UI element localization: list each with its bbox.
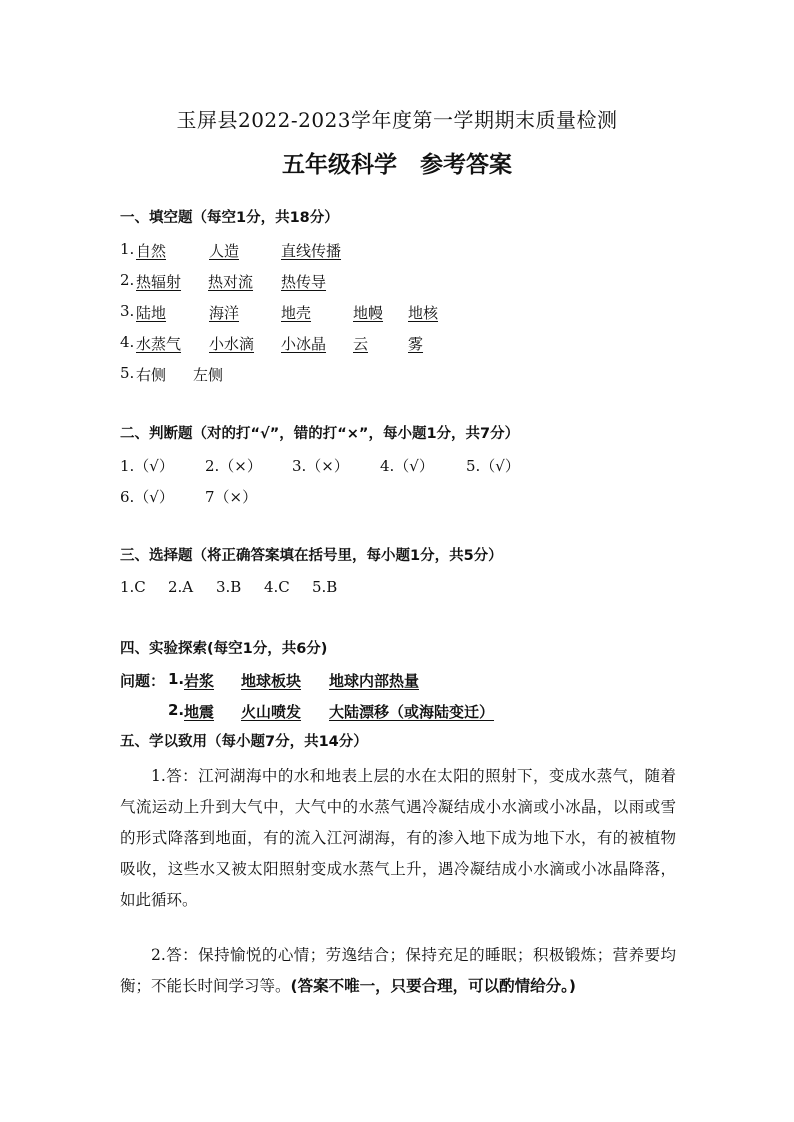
answer-blank: 大陆漂移（或海陆变迁） bbox=[329, 703, 495, 721]
answer-blank: 火山喷发 bbox=[241, 703, 302, 721]
question-number: 4. bbox=[120, 333, 135, 351]
application-answer-1: 1.答：江河湖海中的水和地表上层的水在太阳的照射下，变成水蒸气，随着气流运动上升到大气中，大气中的水蒸气遇冷凝结成小水滴或小冰晶，以雨或雪的形式降落到地面，有的流入江河湖海，有的渗入地下成为地下水，有的被植物吸收，这些水又被太阳照射变成水蒸气上升，遇冷凝结成小水滴或小冰晶降落，如此循环。 bbox=[120, 767, 676, 909]
answer-blank: 地核 bbox=[408, 304, 439, 322]
answer-blank: 小水滴 bbox=[209, 335, 255, 353]
answer-blank: 直线传播 bbox=[281, 242, 342, 260]
tf-answer: 1.（√） bbox=[120, 457, 174, 475]
mc-answer: 5.B bbox=[312, 578, 338, 596]
question-number: 2. bbox=[168, 701, 185, 719]
answer-blank: 雾 bbox=[408, 335, 424, 353]
section-multiple-choice-heading: 三、选择题（将正确答案填在括号里，每小题1分，共5分） bbox=[120, 548, 503, 564]
answer-blank: 水蒸气 bbox=[136, 335, 182, 353]
answer-blank: 陆地 bbox=[136, 304, 167, 322]
tf-answer: 7（×） bbox=[205, 488, 258, 506]
answer-blank: 岩浆 bbox=[184, 672, 215, 690]
answer-text: 2.答：保持愉悦的心情；劳逸结合；保持充足的睡眠；积极锻炼；营养要均衡；不能长时间学习等。 bbox=[120, 946, 676, 995]
answer-blank: 自然 bbox=[136, 242, 167, 260]
grading-note: (答案不唯一，只要合理，可以酌情给分。) bbox=[290, 977, 576, 995]
answer-blank: 人造 bbox=[209, 242, 240, 260]
section-true-false-heading: 二、判断题（对的打“√”，错的打“×”，每小题1分，共7分） bbox=[120, 426, 520, 442]
application-answer-2 bbox=[120, 940, 676, 1002]
answer-blank: 地壳 bbox=[281, 304, 312, 322]
mc-answer: 3.B bbox=[216, 578, 242, 596]
section-application-heading: 五、学以致用（每小题7分，共14分） bbox=[120, 734, 368, 750]
mc-answer: 1.C bbox=[120, 578, 146, 596]
answer-blank: 海洋 bbox=[209, 304, 240, 322]
question-number: 1. bbox=[120, 240, 135, 258]
answer-blank: 热辐射 bbox=[136, 273, 182, 291]
tf-answer: 3.（×） bbox=[292, 457, 349, 475]
question-number: 1. bbox=[168, 670, 185, 688]
tf-answer: 6.（√） bbox=[120, 488, 174, 506]
answer-blank: 地幔 bbox=[353, 304, 384, 322]
tf-answer: 2.（×） bbox=[205, 457, 262, 475]
section-experiment-heading: 四、实验探索(每空1分，共6分) bbox=[120, 641, 328, 657]
mc-answer: 4.C bbox=[264, 578, 290, 596]
question-label: 问题： bbox=[120, 672, 166, 690]
exam-title: 玉屏县2022-2023学年度第一学期期末质量检测 bbox=[176, 108, 618, 132]
question-number: 3. bbox=[120, 302, 135, 320]
question-number: 5. bbox=[120, 364, 135, 382]
section-fill-blank-heading: 一、填空题（每空1分，共18分） bbox=[120, 210, 339, 226]
answer-blank: 地球板块 bbox=[241, 672, 302, 690]
answer-blank: 地球内部热量 bbox=[329, 672, 420, 690]
answer-text: 左侧 bbox=[193, 366, 224, 384]
tf-answer: 4.（√） bbox=[380, 457, 434, 475]
answer-blank: 小冰晶 bbox=[281, 335, 327, 353]
answer-blank: 地震 bbox=[184, 703, 215, 721]
tf-answer: 5.（√） bbox=[466, 457, 520, 475]
question-number: 2. bbox=[120, 271, 135, 289]
answer-blank: 热传导 bbox=[281, 273, 327, 291]
answer-text: 右侧 bbox=[136, 366, 167, 384]
mc-answer: 2.A bbox=[168, 578, 194, 596]
answer-blank: 云 bbox=[353, 335, 369, 353]
answer-key-title: 五年级科学 参考答案 bbox=[282, 152, 512, 178]
answer-blank: 热对流 bbox=[208, 273, 254, 291]
